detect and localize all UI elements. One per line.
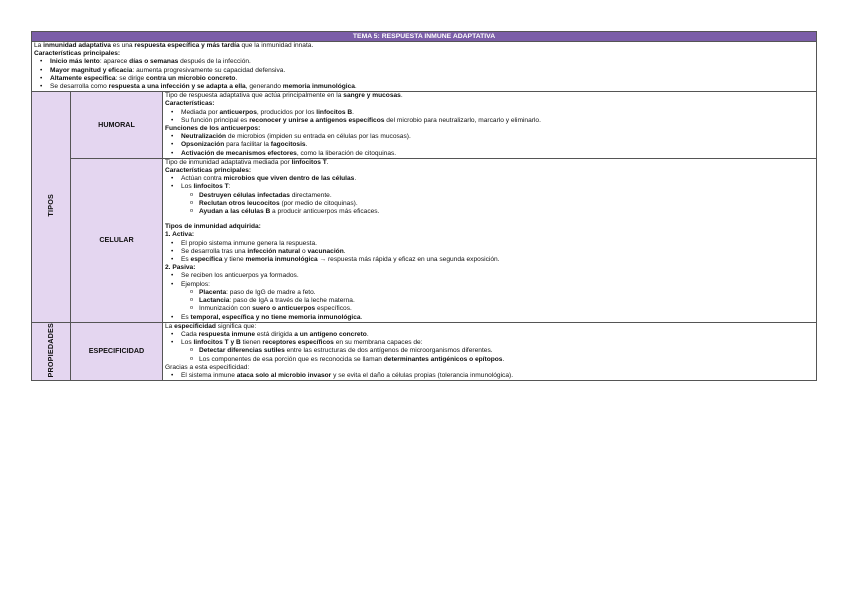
bold-text: Placenta [199,288,227,296]
paragraph-line [165,167,814,175]
text-run: es una [110,42,135,49]
text-run: después de la infección. [178,58,251,66]
paragraph-line [165,364,814,372]
propiedades-label: PROPIEDADES [45,322,55,378]
paragraph-line [165,125,814,133]
bold-text: Lactancia [199,297,230,305]
text-run: . [326,158,329,166]
text-run: . [352,108,355,116]
bold-text: linfocitos T [291,158,327,166]
bold-text: 2. Pasiva: [165,264,196,272]
text-run: Es [181,256,191,264]
bullet-item [165,347,814,355]
text-run: y se evita el daño a células propias (tolerancia inmunológica). [331,371,514,379]
bold-text: ataca solo al microbio invasor [236,371,332,379]
text-run: . [360,313,363,321]
bullet-item [34,83,814,91]
bullet-item [165,331,814,339]
celular-content [163,158,817,322]
text-run: La [34,42,44,49]
bold-text: días o semanas [129,58,179,66]
bullet-item [165,183,814,191]
text-run: : aumenta progresivamente su capacidad defensiva. [132,66,286,74]
bold-text: Funciones de los anticuerpos: [165,125,261,133]
text-run: : se dirige [115,74,147,82]
bullet-item [165,150,814,158]
celular-label: CELULAR [71,158,163,322]
bold-text: inmunidad adaptativa [43,42,111,49]
text-run: Se desarrolla tras una [181,247,248,255]
text-run: : [228,183,231,191]
text-run: Ejemplos: [181,280,210,288]
bullet-item [34,58,814,66]
bold-text: sangre y mucosas [343,92,401,100]
bullet-item [165,281,814,289]
text-run: para facilitar la [224,141,271,149]
paragraph-line [165,100,814,108]
bold-text: contra un microbio concreto [146,74,236,82]
text-run: Se desarrolla como [50,83,109,91]
bold-text: vacunación [307,247,344,255]
text-run: Actúan contra [181,175,224,183]
bullet-item [165,109,814,117]
bullet-item [165,339,814,347]
document-title: TEMA 5: RESPUESTA INMUNE ADAPTATIVA [32,32,817,42]
bold-text: respuesta inmune [198,330,256,338]
bold-text: Mayor magnitud y eficacia [50,66,133,74]
text-run: , producidos por los [256,108,317,116]
text-run: específicos. [315,305,352,313]
bold-text: respuesta a una infección y se adapta a ella [108,83,246,91]
text-run: . [354,83,357,91]
bold-text: suero o anticuerpos [252,305,316,313]
text-run: Los [181,339,194,347]
bullet-item [165,297,814,305]
bullet-item [165,372,814,380]
text-run: Inmunización con [199,305,253,313]
especificidad-content [163,322,817,381]
text-run: Tipo de respuesta adaptativa que actúa principalmente en la [165,92,344,100]
bullet-item [165,356,814,364]
bold-text: a un antígeno concreto [294,330,367,338]
bold-text: linfocitos T [193,183,229,191]
text-run: . [366,330,369,338]
bold-text: infección natural [247,247,301,255]
definition-line [34,42,814,50]
text-run: . [305,141,308,149]
bold-text: determinantes antigénicos o epítopos [383,355,503,363]
paragraph-line [165,92,814,100]
text-run: tienen [240,339,263,347]
bold-text: receptores específicos [262,339,334,347]
bold-text: 1. Activa: [165,231,195,239]
bold-text: memoria inmunológica [282,83,355,91]
bullet-item [165,305,814,313]
bold-text: Inicio más lento [50,58,100,66]
bullet-item [165,117,814,125]
text-run: El sistema inmune [181,371,237,379]
bold-text: Activación de mecanismos efectores [181,149,297,157]
humoral-content [163,92,817,159]
bold-text: fagocitosis [270,141,306,149]
bold-text: linfocitos B [316,108,353,116]
bullet-item [165,289,814,297]
text-run: Es [181,313,191,321]
text-run: Su función principal es [181,116,250,124]
bullet-item [165,208,814,216]
text-run: Los [181,183,194,191]
bullet-item [165,141,814,149]
bullet-item [165,200,814,208]
bold-text: Neutralización [181,133,227,141]
text-run: , generando [245,83,283,91]
bullet-item [34,75,814,83]
bold-text: anticuerpos [219,108,257,116]
especificidad-label: ESPECIFICIDAD [71,322,163,381]
bold-text: Destruyen células infectadas [199,191,290,199]
propiedades-category [32,322,71,381]
paragraph-line [165,264,814,272]
text-run: → respuesta más rápida y eficaz en una segunda exposición. [317,256,500,264]
paragraph-line [165,231,814,239]
bold-text: Ayudan a las células B [199,208,271,216]
text-run: (por medio de citoquinas). [279,199,358,207]
summary-table [31,31,817,381]
bold-text: Características principales: [165,167,252,175]
spacer [165,216,814,223]
text-run: . [235,74,238,82]
text-run: Mediada por [181,108,220,116]
bold-text: Tipos de inmunidad adquirida: [165,223,261,231]
bold-text: especificidad [174,322,216,330]
humoral-label: HUMORAL [71,92,163,159]
bullet-item [34,67,814,75]
text-run: Cada [181,330,199,338]
paragraph-line [165,159,814,167]
bold-text: Detectar diferencias sutiles [199,347,285,355]
text-run: Tipo de inmunidad adaptativa mediada por [165,158,292,166]
text-run: directamente. [289,191,332,199]
bullet-item [165,133,814,141]
text-run: : paso de IgA a través de la leche materna. [229,297,355,305]
bold-text: memoria inmunológica [245,256,318,264]
bullet-item [165,240,814,248]
bold-text: Características principales: [34,50,121,58]
intro-section [32,42,817,92]
tipos-label: TIPOS [45,194,55,217]
tipos-category [32,92,71,322]
bold-text: microbios que viven dentro de las células [223,175,355,183]
bold-text: específica [190,256,223,264]
text-run: , como la liberación de citoquinas. [296,149,397,157]
text-run: Se reciben los anticuerpos ya formados. [181,272,299,280]
text-run: Los componentes de esa porción que es reconocida se llaman [199,355,384,363]
bold-text: temporal, específica y no tiene memoria inmunológica [190,313,361,321]
text-run: : paso de IgG de madre a feto. [226,288,316,296]
bullet-item [165,256,814,264]
bold-text: Reclutan otros leucocitos [199,199,280,207]
text-run: y tiene [222,256,246,264]
text-run: de microbios (impiden su entrada en células por las mucosas). [226,133,411,141]
text-run: está dirigida [255,330,295,338]
text-run: a producir anticuerpos más eficaces. [270,208,380,216]
text-run: significa que: [215,322,257,330]
text-run: o [300,247,308,255]
intro-heading [34,50,814,58]
bold-text: Altamente específica [50,74,116,82]
bullet-item [165,272,814,280]
bold-text: respuesta específica y más tardía [134,42,240,49]
text-run: entre las estructuras de dos antígenos de microorganismos diferentes. [284,347,493,355]
text-run: del microbio para neutralizarlo, marcarlo y eliminarlo. [384,116,541,124]
text-run: La [165,322,175,330]
text-run: : aparece [99,58,130,66]
bold-text: Características: [165,100,215,108]
text-run: El propio sistema inmune genera la respuesta. [181,239,317,247]
bullet-item [165,192,814,200]
text-run: . [400,92,403,100]
bold-text: Opsonización [181,141,225,149]
text-run: Gracias a esta especificidad: [165,363,250,371]
text-run: . [354,175,357,183]
bullet-item [165,248,814,256]
bullet-item [165,314,814,322]
text-run: que la inmunidad innata. [239,42,314,49]
bold-text: linfocitos T y B [193,339,241,347]
bullet-item [165,175,814,183]
text-run: en su membrana capaces de: [333,339,423,347]
paragraph-line [165,223,814,231]
paragraph-line [165,323,814,331]
text-run: . [343,247,346,255]
text-run: . [502,355,505,363]
bold-text: reconocer y unirse a antígenos específicos [249,116,385,124]
